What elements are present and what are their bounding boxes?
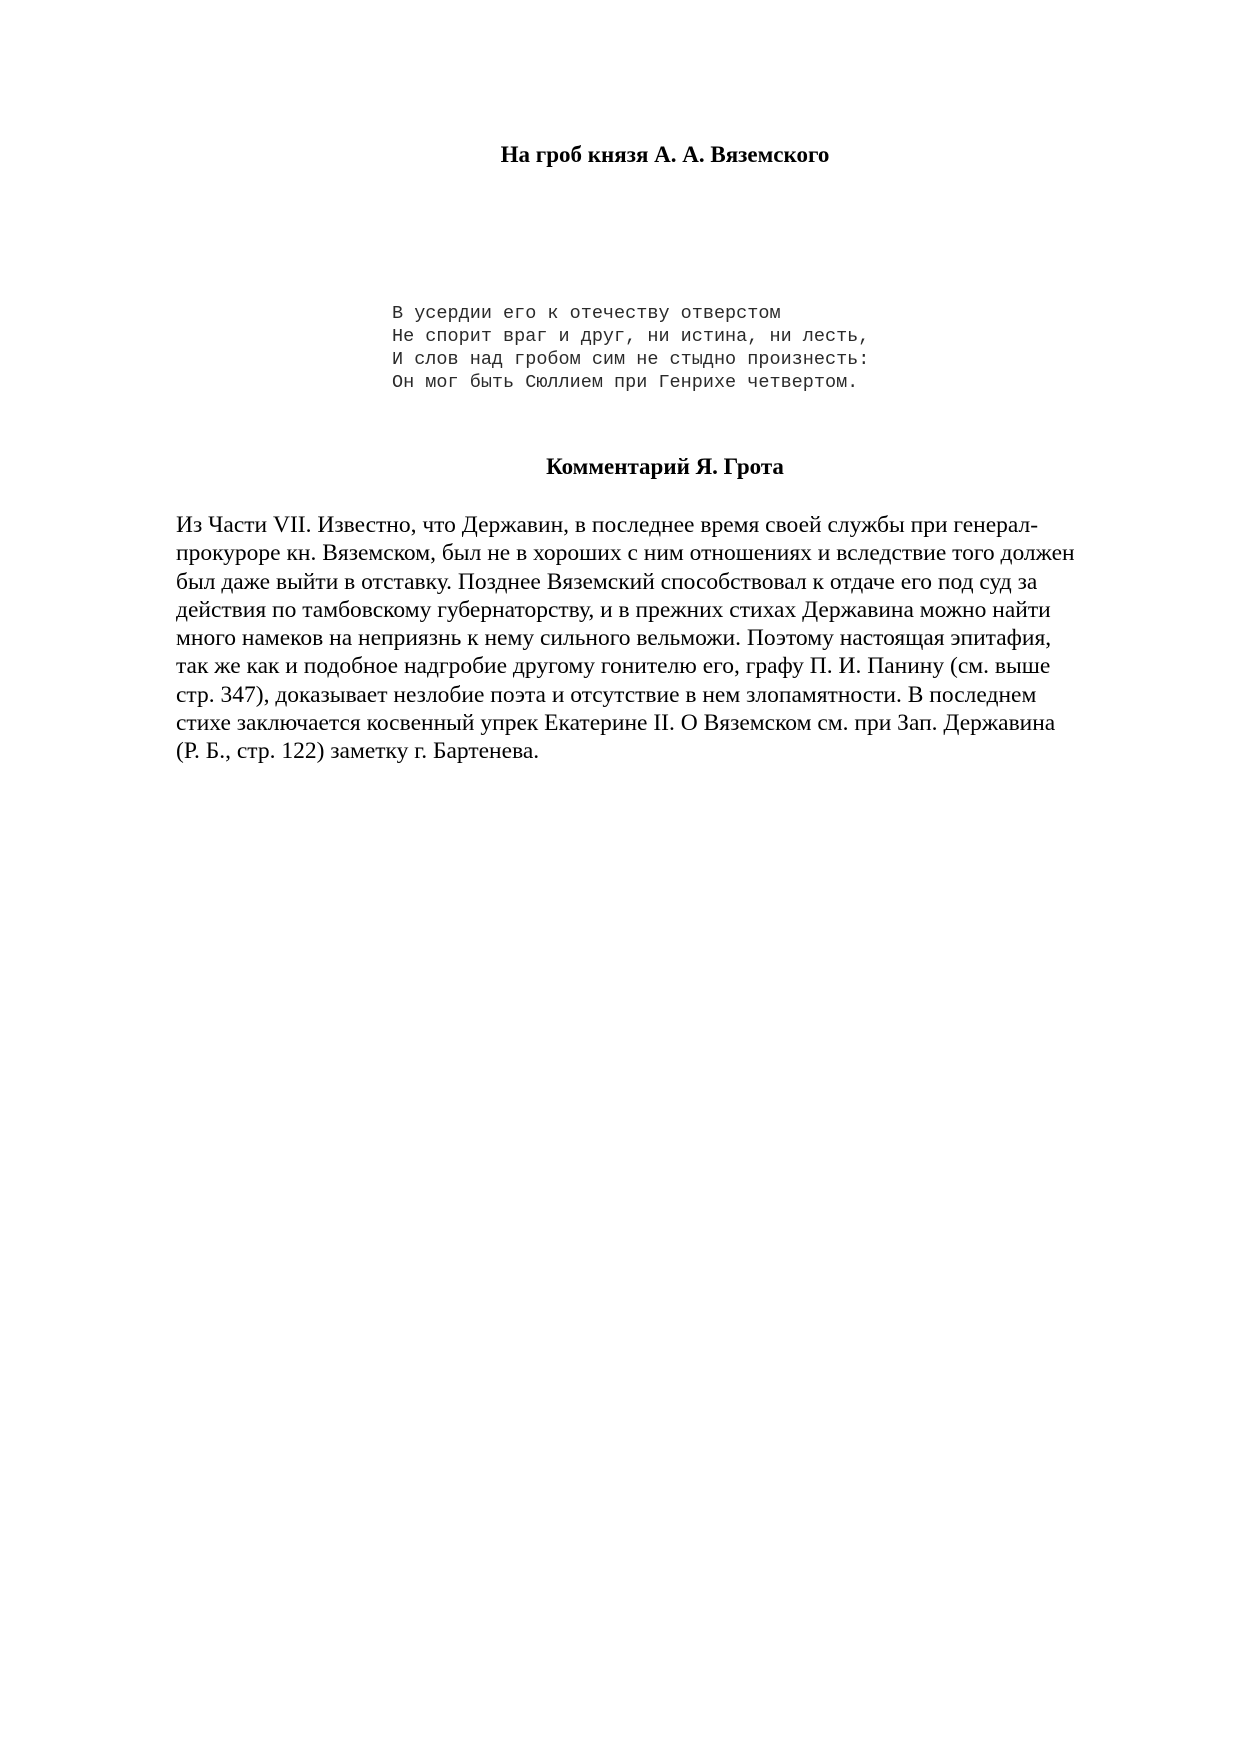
poem-line: И слов над гробом сим не стыдно произнесть: [392, 349, 870, 370]
commentary-line: Из Части VII. Известно, что Державин, в последнее время своей службы при генерал- [176, 512, 1039, 538]
poem-line: В усердии его к отечеству отверстом [392, 303, 781, 324]
poem-line: Не спорит враг и друг, ни истина, ни лесть, [392, 326, 870, 347]
commentary-line: много намеков на неприязнь к нему сильного вельможи. Поэтому настоящая эпитафия, [176, 625, 1052, 652]
commentary-heading: Комментарий Я. Грота [546, 454, 784, 479]
commentary-line: прокуроре кн. Вяземском, был не в хороших с ним отношениях и вследствие того должен [176, 540, 1075, 567]
commentary-paragraph [176, 511, 1136, 766]
commentary-line: так же как и подобное надгробие другому гонителю его, графу П. И. Панину (см. выше [176, 653, 1051, 680]
poem-line: Он мог быть Сюллием при Генрихе четвертом. [392, 372, 859, 393]
commentary-line: действия по тамбовскому губернаторству, и в прежних стихах Державина можно найти [176, 596, 1051, 623]
page-title: На гроб князя А. А. Вяземского [500, 142, 830, 167]
commentary-line: стр. 347), доказывает незлобие поэта и отсутствие в нем злопамятности. В последнем [176, 681, 1037, 708]
epitaph-poem [392, 302, 1032, 394]
commentary-line: был даже выйти в отставку. Позднее Вяземский способствовал к отдаче его под суд за [176, 568, 1038, 595]
commentary-line: (Р. Б., стр. 122) заметку г. Бартенева. [176, 738, 540, 765]
commentary-line: стихе заключается косвенный упрек Екатерине II. О Вяземском см. при Зап. Державина [176, 710, 1056, 737]
